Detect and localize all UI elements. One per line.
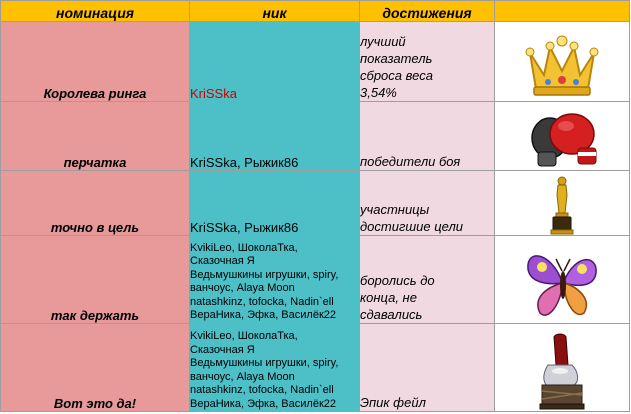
nick-line: ванчоус, Alaya Moon (190, 370, 295, 383)
nomination-cell: Королева ринга (1, 22, 190, 102)
table-row (1, 102, 630, 171)
nick-line: Сказочная Я (190, 343, 255, 356)
nomination-cell: перчатка (1, 102, 190, 171)
nick-line: ВераНика, Эфка, Василёк22 (190, 309, 336, 322)
nick-line: natashkinz, tofocka, Nadin`ell (190, 295, 334, 308)
achievement-cell (360, 102, 495, 171)
achievement-line: достигшие цели (360, 218, 464, 234)
image-cell (495, 323, 630, 411)
crown-icon (524, 35, 600, 101)
achievement-line: участницы (360, 201, 430, 217)
nomination-cell: Вот это да! (1, 323, 190, 411)
nick-line: Ведьмушкины игрушки, spiry, (190, 357, 339, 369)
nick-cell: KriSSka, Рыжик86 (190, 102, 360, 171)
nick-line: KvikiLeo, ШоколаТка, (190, 330, 298, 342)
shoe-trophy-icon (534, 331, 590, 411)
nick-cell (190, 323, 360, 411)
nick-line: Сказочная Я (190, 255, 255, 268)
achievement-line: 3,54% (360, 85, 397, 101)
oscar-statuette-icon (547, 175, 577, 235)
nick-cell: KriSSka, Рыжик86 (190, 171, 360, 235)
nick-line: KvikiLeo, ШоколаТка, (190, 241, 298, 254)
header-row (1, 1, 630, 22)
nomination-cell: точно в цель (1, 171, 190, 235)
achievement-cell (360, 22, 495, 102)
nick-cell (190, 235, 360, 323)
header-nomination: номинация (1, 1, 190, 22)
table-row (1, 171, 630, 235)
nomination-cell: так держать (1, 235, 190, 323)
table-row (1, 323, 630, 411)
nick-line: Ведьмушкины игрушки, spiry, (190, 268, 339, 281)
image-cell (495, 22, 630, 102)
image-cell (495, 102, 630, 171)
achievement-cell (360, 235, 495, 323)
achievement-line: сброса веса (360, 68, 433, 84)
achievement-line: показатель (360, 51, 433, 67)
butterfly-icon (522, 247, 602, 323)
nick-line: ВераНика, Эфка, Василёк22 (190, 397, 336, 410)
header-nick: ник (190, 1, 360, 22)
header-achievements: достижения (360, 1, 495, 22)
achievement-cell (360, 323, 495, 411)
achievement-line: боролись до (360, 272, 435, 288)
achievement-line: конца, не (360, 289, 417, 305)
image-cell (495, 235, 630, 323)
achievement-line: лучший (360, 34, 406, 50)
nick-cell: KriSSka (190, 22, 360, 102)
boxing-gloves-icon (524, 108, 600, 170)
nick-line: natashkinz, tofocka, Nadin`ell (190, 384, 334, 396)
header-image (495, 1, 630, 22)
achievement-line: победители боя (360, 154, 461, 170)
achievement-line: сдавались (360, 306, 423, 322)
table-row (1, 22, 630, 102)
table-row (1, 235, 630, 323)
achievement-cell (360, 171, 495, 235)
achievement-line: Эпик фейл (360, 395, 426, 410)
nick-line: ванчоус, Alaya Moon (190, 282, 295, 295)
image-cell (495, 171, 630, 235)
